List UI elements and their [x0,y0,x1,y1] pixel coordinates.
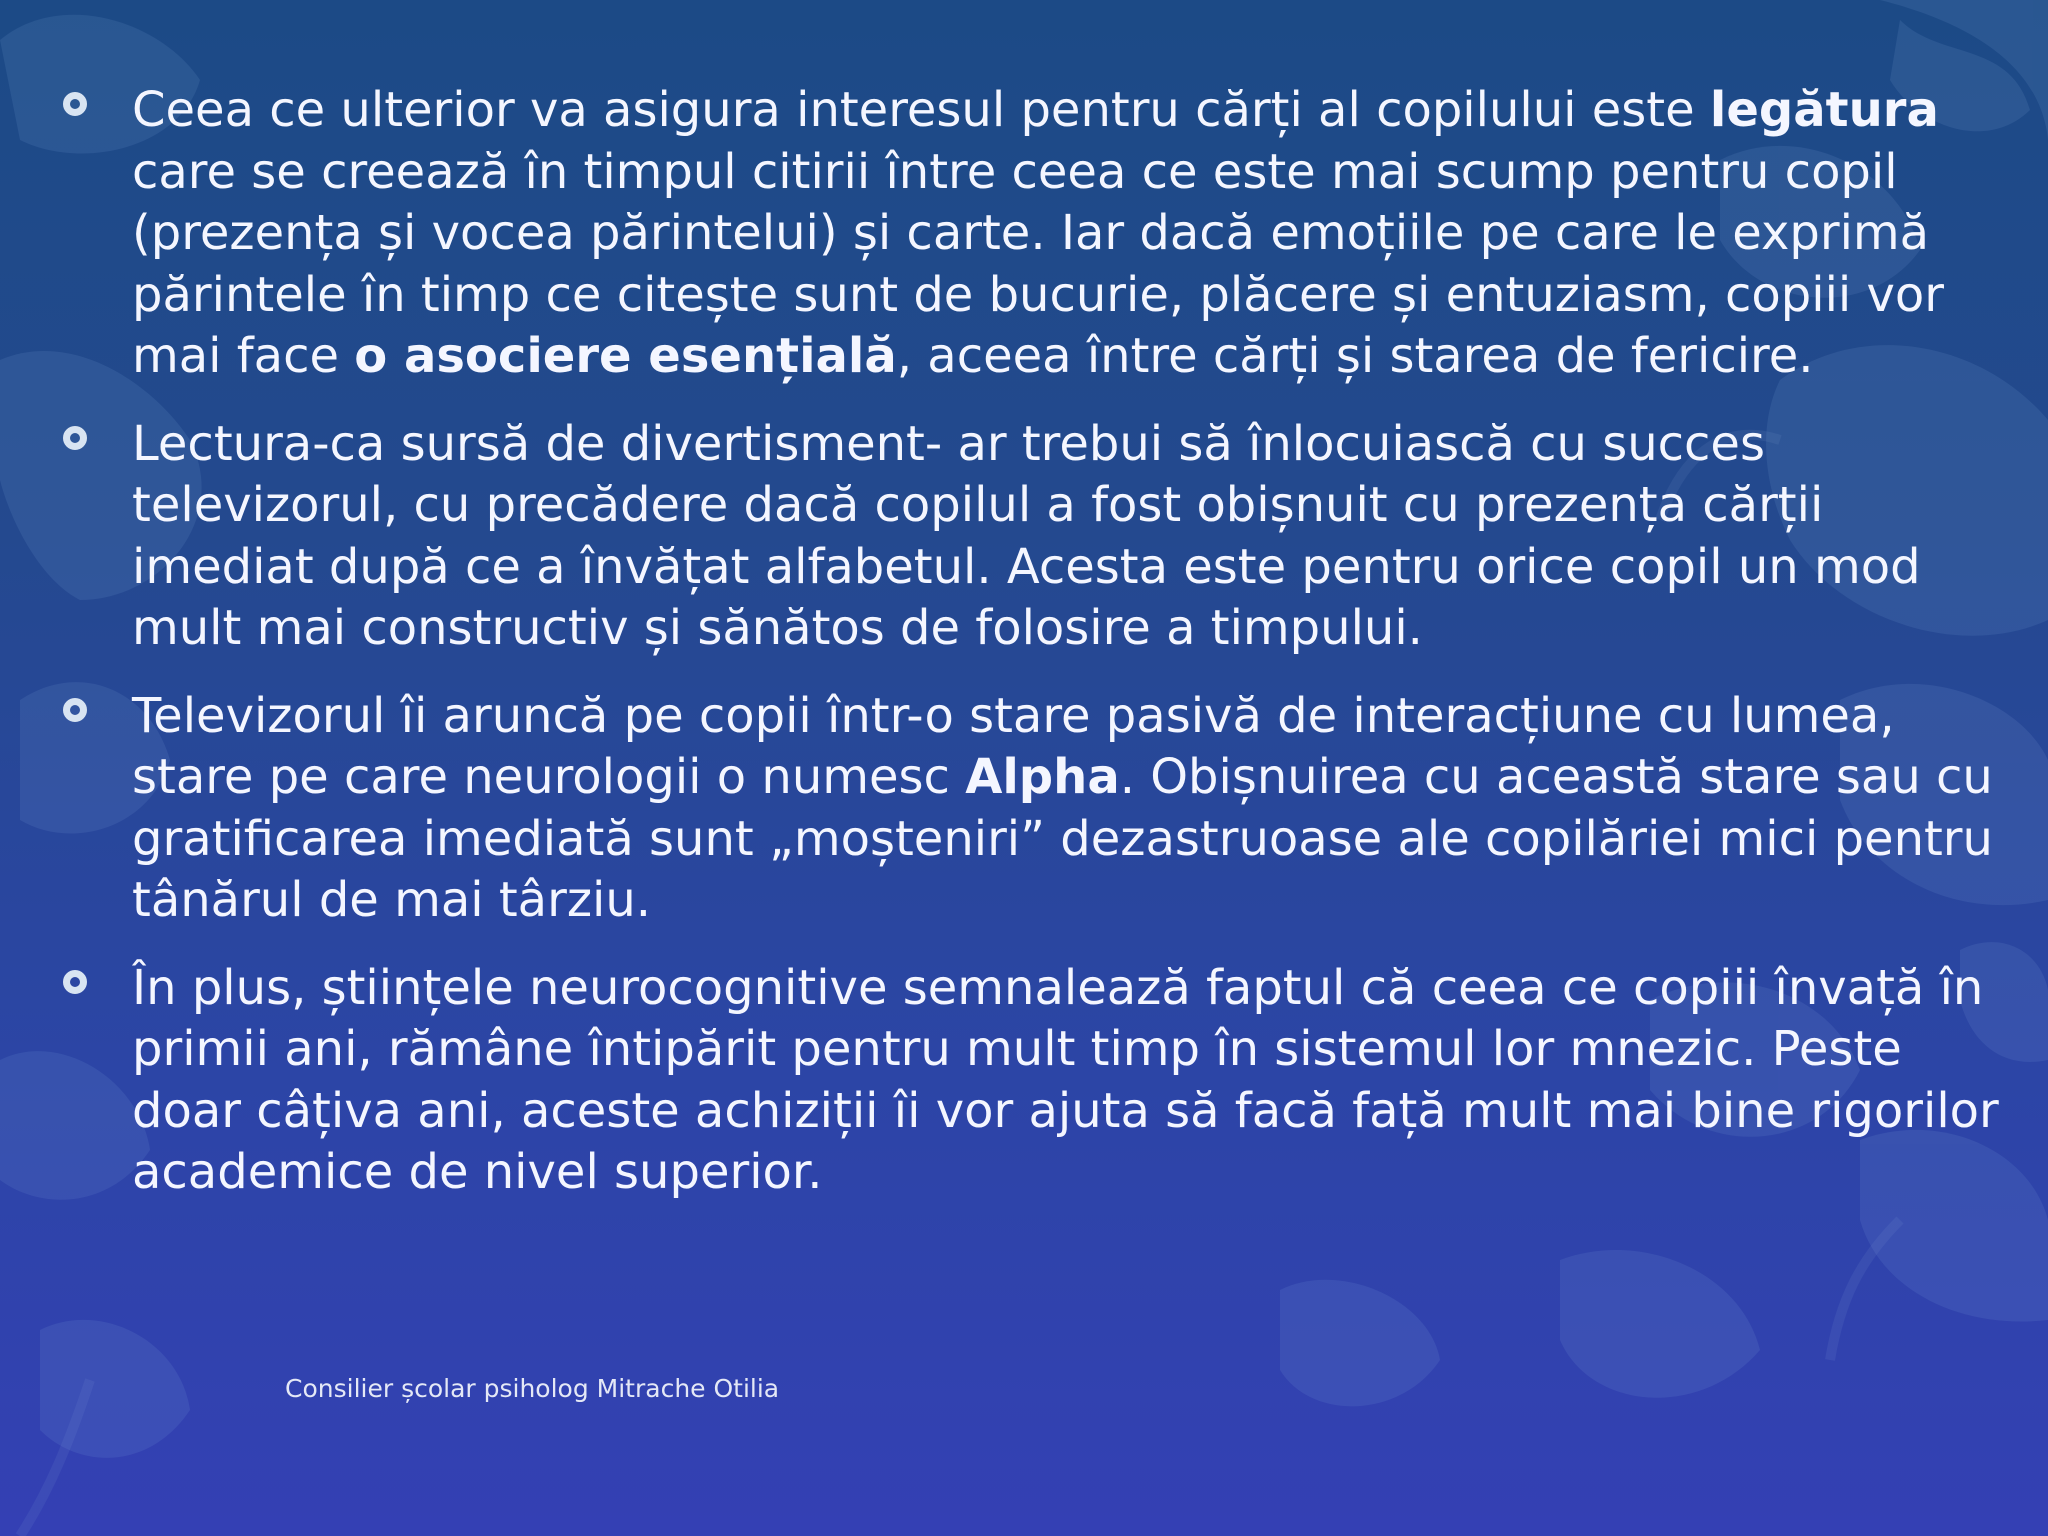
bold-phrase: o asociere esențială [354,328,897,384]
leaf-shape [1560,1250,1760,1398]
bullet-item [60,958,2010,1204]
bold-phrase: legătura [1709,82,1939,138]
leaf-shape [1280,1280,1440,1407]
bullet-text [132,960,1999,1201]
bullet-item [60,686,2010,932]
ring-bullet-icon [63,92,87,116]
bullet-item [60,80,2010,388]
text-segment: . Obișnuirea cu această stare sau cu gratificarea imediată sunt „moșteniri” dezastruoase ale copilăriei mici pentru tânărul de mai târziu. [132,749,1993,928]
bullet-item [60,414,2010,660]
text-segment: , aceea între cărți și starea de fericire. [896,328,1814,384]
text-segment: În plus, științele neurocognitive semnalează faptul că ceea ce copiii învață în primii ani, rămâne întipărit pentru mult timp în sistemul lor mnezic. Peste doar câțiva ani, aceste achiziții îi vor ajuta să facă față mult mai bine rigorilor academice de nivel superior. [132,959,1999,1200]
ring-bullet-icon [63,970,87,994]
bullet-text [132,82,1944,384]
ring-bullet-icon [63,426,87,450]
footer-author: Consilier școlar psiholog Mitrache Otilia [285,1374,780,1403]
text-segment: Televizorul îi aruncă pe copii într-o stare pasivă de interacțiune cu lumea, stare pe care neurologii o numesc [132,687,1895,805]
text-segment: Ceea ce ulterior va asigura interesul pentru cărți al copilului este [132,82,1710,138]
bullet-text [132,416,1921,657]
bold-phrase: Alpha [965,749,1120,805]
bullet-text [132,688,1993,929]
ring-bullet-icon [63,698,87,722]
leaf-shape [40,1320,190,1458]
text-segment: care se creează în timpul citirii între ceea ce este mai scump pentru copil (prezența și vocea părintelui) și carte. Iar dacă emoțiile pe care le exprimă părintele în timp ce citește sunt de bucurie, plăcere și entuziasm, copiii vor mai face [132,143,1945,384]
bullet-list [60,80,2010,1230]
text-segment: Lectura-ca sursă de divertisment- ar trebui să înlocuiască cu succes televizorul, cu precădere dacă copilul a fost obișnuit cu prezența cărții imediat după ce a învățat alfabetul. Acesta este pentru orice copil un mod mult mai constructiv și sănătos de folosire a timpului. [132,415,1921,656]
